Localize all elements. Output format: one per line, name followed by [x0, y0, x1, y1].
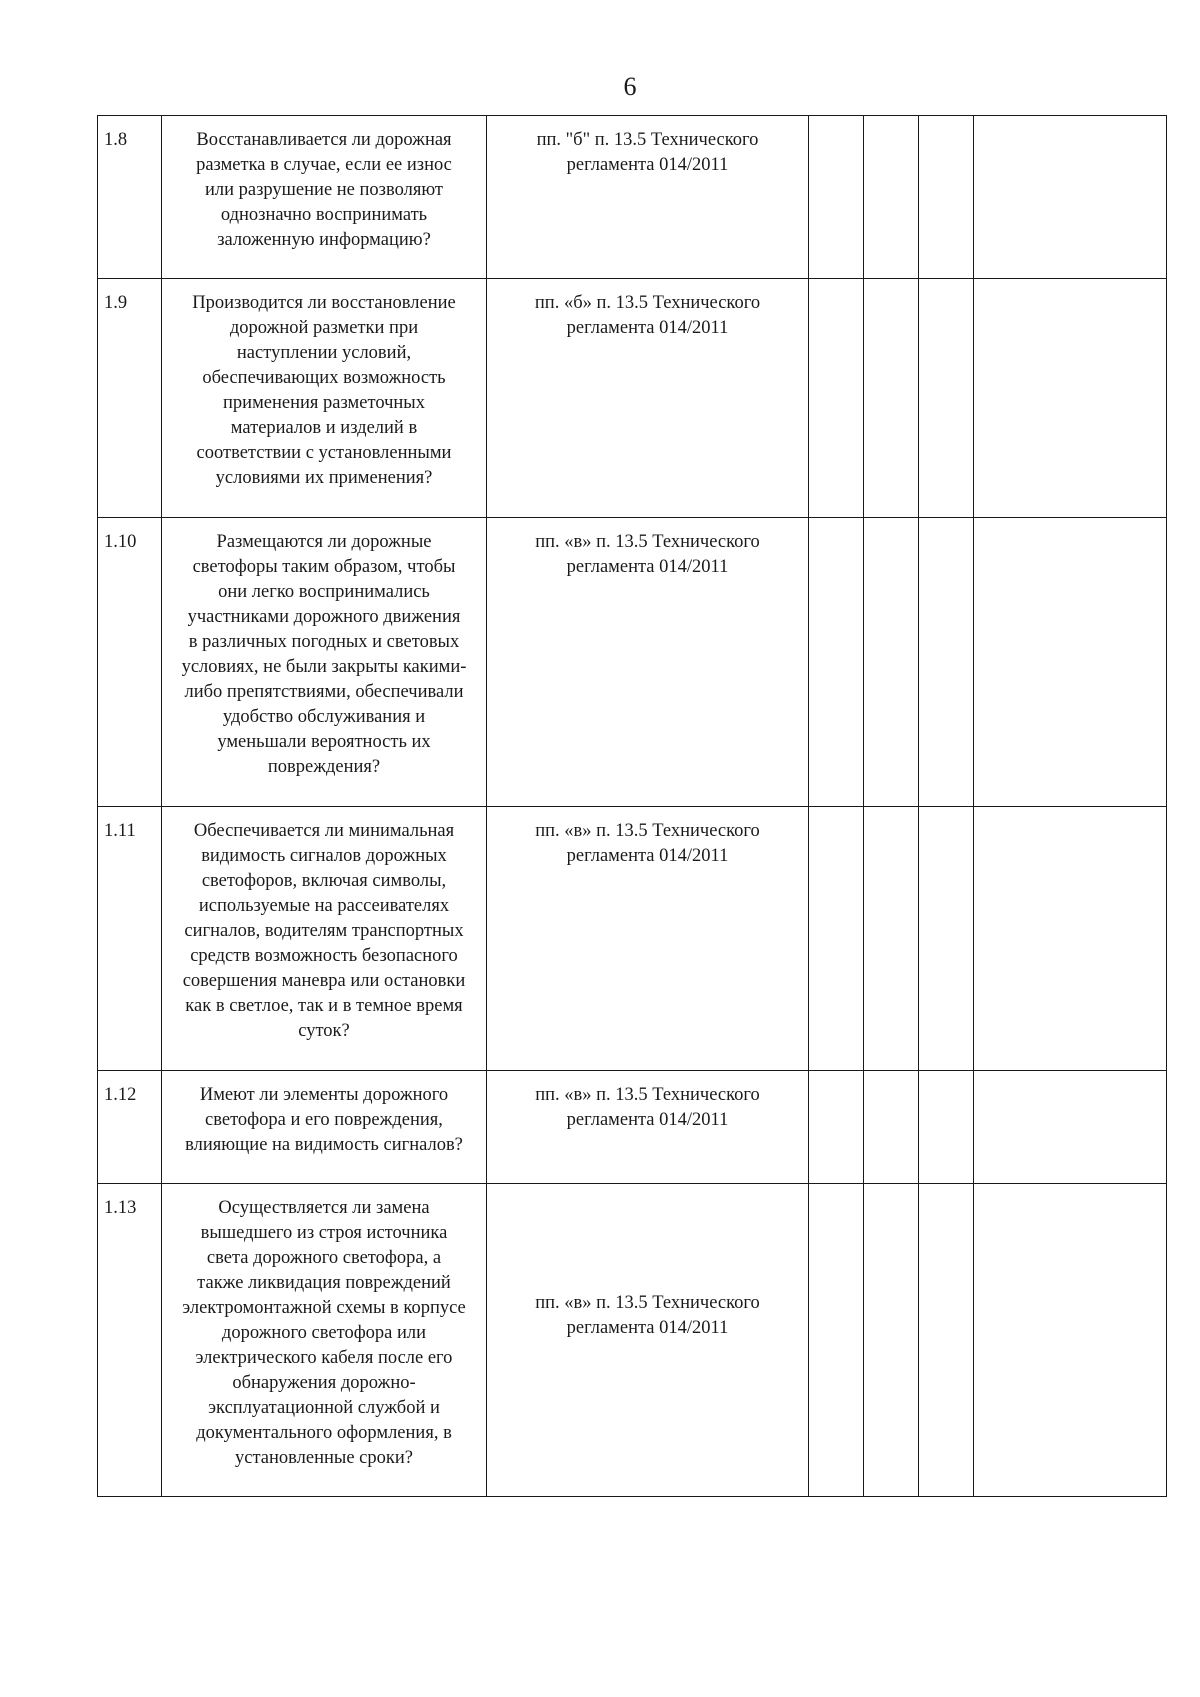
- page-number: 6: [623, 72, 637, 101]
- row-number: 1.8: [98, 116, 162, 279]
- regulation-reference: пп. «б» п. 13.5 Технического регламента 014/2011: [487, 279, 809, 518]
- answer-no-cell: [864, 116, 919, 279]
- answer-na-cell: [919, 807, 974, 1071]
- note-cell: [974, 807, 1167, 1071]
- question-text: Восстанавливается ли дорожная разметка в случае, если ее износ или разрушение не позволяют однозначно воспринимать заложенную информацию?: [162, 116, 487, 279]
- question-text: Размещаются ли дорожные светофоры таким образом, чтобы они легко воспринимались участниками дорожного движения в различных погодных и световых условиях, не были закрыты какими- либо препятствиями, обеспечивали удобство обслуживания и уменьшали вероятность их повреждения?: [162, 518, 487, 807]
- regulation-reference: пп. «в» п. 13.5 Технического регламента 014/2011: [487, 518, 809, 807]
- table-row: [98, 1071, 1167, 1184]
- checklist-table: [97, 115, 1167, 1497]
- question-text: Осуществляется ли замена вышедшего из строя источника света дорожного светофора, а также ликвидация повреждений электромонтажной схемы в корпусе дорожного светофора или электрического кабеля после его обнаружения дорожно- эксплуатационной службой и документального оформления, в установленные сроки?: [162, 1184, 487, 1497]
- answer-na-cell: [919, 279, 974, 518]
- answer-no-cell: [864, 1071, 919, 1184]
- answer-yes-cell: [809, 1071, 864, 1184]
- note-cell: [974, 1184, 1167, 1497]
- answer-na-cell: [919, 1071, 974, 1184]
- answer-no-cell: [864, 1184, 919, 1497]
- answer-no-cell: [864, 279, 919, 518]
- row-number: 1.9: [98, 279, 162, 518]
- regulation-reference: пп. "б" п. 13.5 Технического регламента 014/2011: [487, 116, 809, 279]
- answer-na-cell: [919, 518, 974, 807]
- answer-yes-cell: [809, 116, 864, 279]
- question-text: Производится ли восстановление дорожной разметки при наступлении условий, обеспечивающих возможность применения разметочных материалов и изделий в соответствии с установленными условиями их применения?: [162, 279, 487, 518]
- table-row: [98, 518, 1167, 807]
- answer-yes-cell: [809, 279, 864, 518]
- table-row: [98, 116, 1167, 279]
- row-number: 1.12: [98, 1071, 162, 1184]
- regulation-reference: пп. «в» п. 13.5 Технического регламента 014/2011: [487, 807, 809, 1071]
- answer-no-cell: [864, 518, 919, 807]
- table-row: [98, 279, 1167, 518]
- answer-na-cell: [919, 1184, 974, 1497]
- row-number: 1.13: [98, 1184, 162, 1497]
- answer-yes-cell: [809, 807, 864, 1071]
- answer-no-cell: [864, 807, 919, 1071]
- note-cell: [974, 279, 1167, 518]
- table-row: [98, 1184, 1167, 1497]
- question-text: Обеспечивается ли минимальная видимость сигналов дорожных светофоров, включая символы, используемые на рассеивателях сигналов, водителям транспортных средств возможность безопасного совершения маневра или остановки как в светлое, так и в темное время суток?: [162, 807, 487, 1071]
- note-cell: [974, 116, 1167, 279]
- answer-yes-cell: [809, 518, 864, 807]
- row-number: 1.11: [98, 807, 162, 1071]
- note-cell: [974, 1071, 1167, 1184]
- table-row: [98, 807, 1167, 1071]
- question-text: Имеют ли элементы дорожного светофора и его повреждения, влияющие на видимость сигналов?: [162, 1071, 487, 1184]
- answer-na-cell: [919, 116, 974, 279]
- answer-yes-cell: [809, 1184, 864, 1497]
- regulation-reference: пп. «в» п. 13.5 Технического регламента 014/2011: [487, 1184, 809, 1497]
- row-number: 1.10: [98, 518, 162, 807]
- note-cell: [974, 518, 1167, 807]
- regulation-reference: пп. «в» п. 13.5 Технического регламента 014/2011: [487, 1071, 809, 1184]
